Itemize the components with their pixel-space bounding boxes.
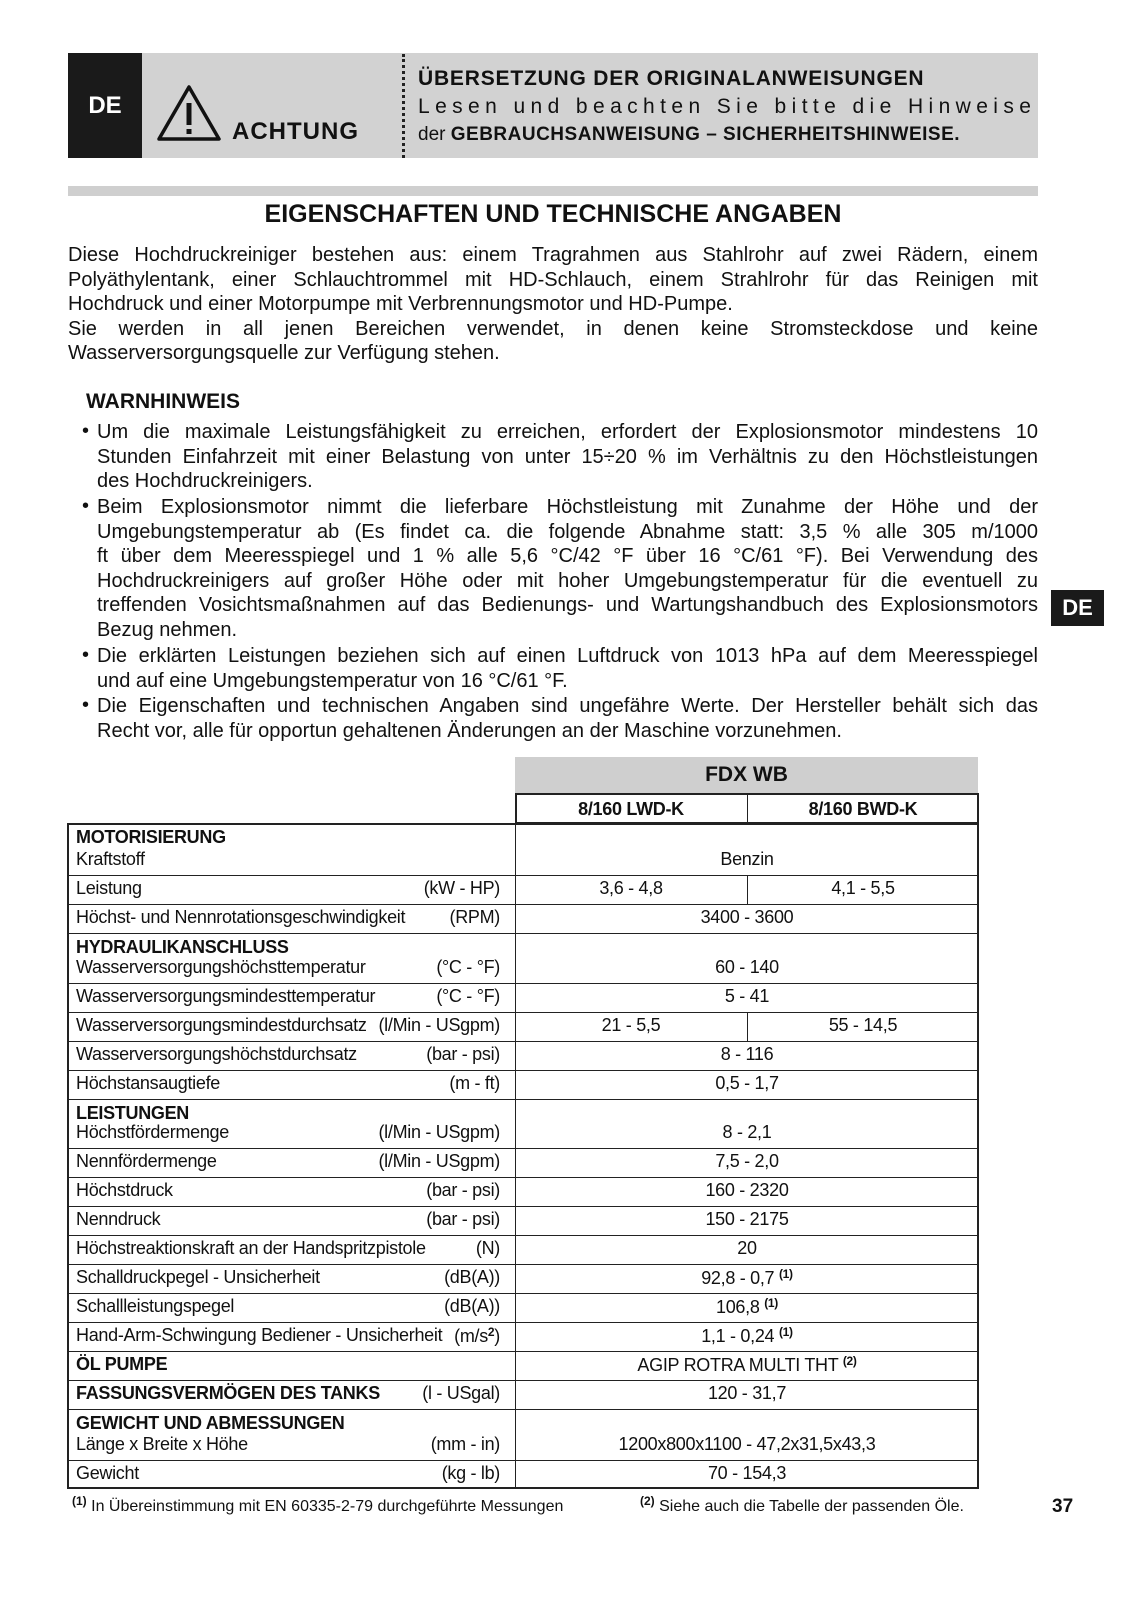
row-unit [450, 907, 501, 928]
value-text: AGIP ROTRA MULTI THT [637, 1355, 839, 1375]
row-value [515, 1073, 979, 1094]
bullet-item [97, 694, 1038, 743]
row-unit [442, 1463, 500, 1484]
row-label: Wasserversorgungshöchstdurchsatz [76, 1044, 357, 1064]
intro-line: Polyäthylentank, einer Schlauchtrommel mit HD-Schlauch, einem Strahlrohr für das Reinigen mit [68, 268, 1038, 291]
row-unit [476, 1238, 500, 1259]
value-footnote-mark: (2) [842, 1354, 857, 1368]
row-label: Höchstfördermenge [76, 1122, 229, 1142]
row-label: Wasserversorgungsmindesttemperatur [76, 986, 376, 1006]
warning-triangle-icon [156, 84, 222, 142]
row-unit [426, 1180, 500, 1201]
row-value-v1: 21 - 5,5 [601, 1015, 661, 1035]
row-label: Wasserversorgungshöchsttemperatur [76, 957, 366, 977]
variant-header-1: 8/160 LWD-K [578, 799, 684, 819]
warnhinweis-title: WARNHINWEIS [86, 390, 240, 413]
row-value [515, 1434, 979, 1455]
header-divider [402, 54, 405, 158]
row-divider [67, 875, 979, 876]
unit-superscript: 2 [487, 1325, 495, 1339]
row-divider [67, 1041, 979, 1042]
bullet-line: Bezug nehmen. [97, 618, 238, 641]
row-divider [67, 1177, 979, 1178]
row-value [515, 1267, 979, 1289]
language-tag: DE [68, 53, 142, 158]
value-text: 20 [737, 1238, 757, 1258]
intro-line: Hochdruck und einer Motorpumpe mit Verbrennungsmotor und HD-Pumpe. [68, 293, 733, 316]
row-unit [436, 957, 500, 978]
page-number: 37 [1052, 1496, 1074, 1517]
row-unit [378, 1015, 500, 1036]
row-divider [67, 1293, 979, 1294]
value-text: 1200x800x1100 - 47,2x31,5x43,3 [618, 1434, 876, 1454]
unit-text: (l - USgal) [422, 1383, 500, 1403]
bullet-line: Die Eigenschaften und technischen Angaben sind ungefähre Werte. Der Hersteller behält sich das [97, 695, 1038, 717]
value-text: 92,8 - 0,7 [701, 1268, 775, 1288]
unit-text: (m/s [454, 1326, 488, 1346]
unit-text: (dB(A)) [444, 1296, 500, 1316]
bullet-item [97, 644, 1038, 693]
bullet-item [97, 495, 1038, 643]
footnote-2-mark: (2) [640, 1494, 655, 1508]
row-divider [67, 904, 979, 905]
header-line-3-bold: GEBRAUCHSANWEISUNG – SICHERHEITSHINWEISE. [450, 124, 961, 145]
footnote-2-text: Siehe auch die Tabelle der passenden Öle. [654, 1498, 964, 1515]
row-divider [67, 1322, 979, 1323]
header-line-2: Lesen und beachten Sie bitte die Hinweise [418, 95, 1037, 118]
row-label: Gewicht [76, 1463, 139, 1483]
row-label-bold: FASSUNGSVERMÖGEN DES TANKS [76, 1383, 380, 1403]
bullet-marker: • [82, 694, 90, 716]
row-divider [67, 1148, 979, 1149]
row-label: Nenndruck [76, 1209, 161, 1229]
value-text: 0,5 - 1,7 [715, 1073, 779, 1093]
unit-text: (kW - HP) [423, 878, 500, 898]
row-value [515, 1122, 979, 1143]
unit-text: (bar - psi) [426, 1180, 500, 1200]
value-text: 150 - 2175 [705, 1209, 789, 1229]
bullet-line: treffenden Vosichtsmaßnahmen auf das Bedienungs- und Wartungshandbuch des Explosionsmotors [97, 594, 1038, 617]
row-divider [67, 1264, 979, 1265]
row-divider [67, 1380, 979, 1381]
row-value [515, 849, 979, 870]
row-value-v2: 4,1 - 5,5 [831, 878, 895, 898]
unit-text: (°C - °F) [436, 986, 500, 1006]
value-text: 5 - 41 [724, 986, 770, 1006]
row-unit [378, 1122, 500, 1143]
row-label: Schalldruckpegel - Unsicherheit [76, 1267, 320, 1287]
row-unit [454, 1325, 500, 1347]
row-divider [67, 1070, 979, 1071]
row-unit [449, 1073, 500, 1094]
row-label: Wasserversorgungsmindestdurchsatz [76, 1015, 367, 1035]
row-divider [67, 1460, 979, 1461]
bullet-line: Beim Explosionsmotor nimmt die lieferbare Höchstleistung mit Zunahme der Höhe und der [97, 496, 1038, 518]
value-text: 1,1 - 0,24 [701, 1326, 775, 1346]
row-unit [436, 986, 500, 1007]
row-value-v2: 55 - 14,5 [828, 1015, 898, 1035]
row-label: Höchstdruck [76, 1180, 173, 1200]
row-label: Kraftstoff [76, 849, 145, 869]
value-footnote-mark: (1) [778, 1267, 793, 1281]
header-line-3-prefix: der [418, 124, 446, 145]
row-value [515, 986, 979, 1007]
row-label: Schallleistungspegel [76, 1296, 235, 1316]
row-label: Höchstansaugtiefe [76, 1073, 220, 1093]
unit-text: (l/Min - USgpm) [378, 1015, 500, 1035]
row-value [515, 1383, 979, 1404]
value-text: 7,5 - 2,0 [715, 1151, 779, 1171]
bullet-line: Stunden Einfahrzeit mit einer Belastung von unter 15÷20 % im Verhältnis zu den Höchstleistungen [97, 445, 1038, 468]
value-text: 106,8 [715, 1297, 760, 1317]
footnote-1-mark: (1) [72, 1494, 87, 1508]
row-value [515, 957, 979, 978]
row-value [515, 1209, 979, 1230]
achtung-label: ACHTUNG [232, 118, 359, 145]
row-unit [426, 1044, 500, 1065]
row-unit [426, 1209, 500, 1230]
footnote-1 [72, 1494, 563, 1516]
section-heading: MOTORISIERUNG [76, 827, 226, 847]
row-label-bold: ÖL PUMPE [76, 1354, 168, 1374]
value-text: Benzin [720, 849, 774, 869]
row-value [515, 1238, 979, 1259]
side-language-tag: DE [1051, 590, 1104, 626]
value-text: 160 - 2320 [705, 1180, 789, 1200]
value-text: 70 - 154,3 [707, 1463, 787, 1483]
value-text: 8 - 2,1 [722, 1122, 772, 1142]
row-divider [67, 1351, 979, 1352]
bullet-line: des Hochdruckreinigers. [97, 470, 313, 493]
unit-text: (dB(A)) [444, 1267, 500, 1287]
row-label: Höchst- und Nennrotationsgeschwindigkeit [76, 907, 406, 927]
unit-end: ) [494, 1326, 500, 1346]
section-heading: HYDRAULIKANSCHLUSS [76, 937, 289, 957]
row-value [515, 1463, 979, 1484]
unit-text: (l/Min - USgpm) [378, 1122, 500, 1142]
row-label: Leistung [76, 878, 142, 898]
footnote-1-text: In Übereinstimmung mit EN 60335-2-79 durchgeführte Messungen [86, 1498, 564, 1515]
row-unit [422, 1383, 500, 1404]
bullet-marker: • [82, 420, 90, 442]
row-unit [378, 1151, 500, 1172]
row-label: Höchstreaktionskraft an der Handspritzpistole [76, 1238, 426, 1258]
value-footnote-mark: (1) [764, 1296, 779, 1310]
row-divider [67, 1235, 979, 1236]
row-value [515, 1354, 979, 1376]
section-title: EIGENSCHAFTEN UND TECHNISCHE ANGABEN [264, 200, 842, 228]
unit-text: (l/Min - USgpm) [378, 1151, 500, 1171]
bullet-line: und auf eine Umgebungstemperatur von 16 °C/61 °F. [97, 669, 568, 692]
bullet-line: Umgebungstemperatur ab (Es findet ca. die folgende Abnahme statt: 3,5 % alle 305 m/1000 [97, 520, 1038, 543]
header-line-1: ÜBERSETZUNG DER ORIGINALANWEISUNGEN [418, 67, 925, 90]
bullet-line: Um die maximale Leistungsfähigkeit zu erreichen, erfordert der Explosionsmotor mindestens 10 [97, 421, 1038, 443]
unit-text: (kg - lb) [441, 1463, 500, 1483]
row-label: Nennfördermenge [76, 1151, 217, 1171]
intro-paragraph [68, 243, 1038, 366]
row-divider [67, 1012, 979, 1013]
unit-text: (mm - in) [430, 1434, 500, 1454]
section-rule [68, 186, 1038, 196]
intro-line: Sie werden in all jenen Bereichen verwendet, in denen keine Stromsteckdose und keine [68, 317, 1038, 340]
bullet-line: ft über dem Meeresspiegel und 1 % alle 5,6 °C/42 °F über 16 °C/61 °F). Bei Verwendung des [97, 545, 1038, 568]
bullet-marker: • [82, 644, 90, 666]
bullet-line: Recht vor, alle für opportun gehaltenen Änderungen an der Maschine vorzunehmen. [97, 719, 842, 742]
unit-text: (m - ft) [449, 1073, 500, 1093]
intro-line: Wasserversorgungsquelle zur Verfügung stehen. [68, 342, 500, 365]
unit-text: (RPM) [449, 907, 500, 927]
value-footnote-mark: (1) [778, 1325, 793, 1339]
row-value [515, 1151, 979, 1172]
row-label: Hand-Arm-Schwingung Bediener - Unsicherheit [76, 1325, 443, 1345]
row-value [515, 1044, 979, 1065]
row-divider [67, 1409, 979, 1410]
bullet-line: Hochdruckreinigers auf großer Höhe oder mit hoher Umgebungstemperatur für die eventuell zu [97, 569, 1038, 592]
section-heading: LEISTUNGEN [76, 1103, 190, 1123]
row-divider [67, 1206, 979, 1207]
bullet-item [97, 420, 1038, 494]
row-unit [444, 1296, 500, 1317]
value-text: 8 - 116 [720, 1044, 774, 1064]
intro-line: Diese Hochdruckreiniger bestehen aus: einem Tragrahmen aus Stahlrohr auf zwei Rädern, einem [68, 244, 1038, 266]
row-divider [67, 983, 979, 984]
footnote-2 [640, 1494, 964, 1516]
row-unit [444, 1267, 500, 1288]
row-divider [67, 933, 979, 934]
value-text: 120 - 31,7 [707, 1383, 787, 1403]
bullet-marker: • [82, 495, 90, 517]
model-name: FDX WB [705, 763, 788, 786]
header-line-3 [418, 124, 960, 146]
value-text: 60 - 140 [715, 957, 779, 977]
row-divider [67, 1099, 979, 1100]
unit-text: (°C - °F) [436, 957, 500, 977]
row-unit [424, 878, 500, 899]
row-value [515, 907, 979, 928]
row-unit [431, 1434, 500, 1455]
row-value [515, 1180, 979, 1201]
unit-text: (bar - psi) [426, 1044, 500, 1064]
section-heading: GEWICHT UND ABMESSUNGEN [76, 1413, 345, 1433]
unit-text: (N) [475, 1238, 500, 1258]
value-text: 3400 - 3600 [700, 907, 794, 927]
row-value [515, 1296, 979, 1318]
bullet-line: Die erklärten Leistungen beziehen sich auf einen Luftdruck von 1013 hPa auf dem Meeresspiegel [97, 645, 1038, 667]
variant-header-2: 8/160 BWD-K [808, 799, 918, 819]
row-value-v1: 3,6 - 4,8 [599, 878, 663, 898]
unit-text: (bar - psi) [426, 1209, 500, 1229]
row-label: Länge x Breite x Höhe [76, 1434, 248, 1454]
row-value [515, 1325, 979, 1347]
